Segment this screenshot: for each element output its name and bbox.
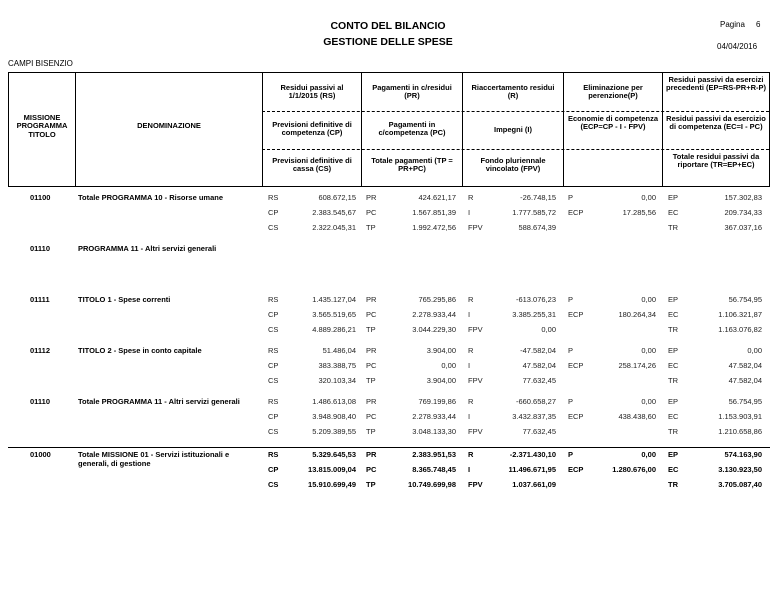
cell-amount: 0,00: [441, 361, 456, 370]
cell-amount: 2.383.951,53: [412, 450, 456, 459]
cell-amount: 1.037.661,09: [512, 480, 556, 489]
cell-code: CP: [268, 465, 279, 474]
row-code: 01000: [30, 450, 51, 459]
col-divider: [662, 72, 663, 186]
cell-amount: 1.210.658,86: [718, 427, 762, 436]
cell-code: ECP: [568, 361, 584, 370]
cell-amount: 320.103,34: [318, 376, 356, 385]
cell-amount: 765.295,86: [418, 295, 456, 304]
header-pc: Pagamenti in c/competenza (PC): [378, 120, 446, 138]
cell-code: CS: [268, 325, 279, 334]
cell-code: R: [468, 450, 474, 459]
row-denomination: Totale PROGRAMMA 11 - Altri servizi generali: [78, 397, 240, 406]
cell-amount: 0,00: [641, 295, 656, 304]
cell-code: CS: [268, 376, 279, 385]
cell-code: FPV: [468, 427, 483, 436]
cell-amount: 17.285,56: [622, 208, 656, 217]
row-denomination: PROGRAMMA 11 - Altri servizi generali: [78, 244, 217, 253]
cell-code: PC: [366, 208, 377, 217]
cell-code: CS: [268, 223, 279, 232]
header-ecp: Economie di competenza (ECP=CP - I - FPV): [567, 114, 659, 132]
cell-code: RS: [268, 450, 279, 459]
table-top-border: [8, 72, 770, 73]
cell-code: EC: [668, 310, 679, 319]
cell-amount: 11.496.671,95: [508, 465, 556, 474]
cell-code: RS: [268, 193, 279, 202]
cell-code: R: [468, 346, 474, 355]
cell-amount: 13.815.009,04: [308, 465, 356, 474]
cell-amount: 2.383.545,67: [312, 208, 356, 217]
cell-code: PR: [366, 397, 377, 406]
cell-code: TR: [668, 325, 678, 334]
cell-amount: 0,00: [641, 397, 656, 406]
cell-amount: 3.904,00: [426, 346, 456, 355]
cell-code: CP: [268, 412, 279, 421]
cell-code: I: [468, 465, 471, 474]
cell-code: I: [468, 361, 471, 370]
cell-code: TP: [366, 325, 376, 334]
col-divider: [361, 72, 362, 186]
cell-amount: -613.076,23: [515, 295, 556, 304]
cell-amount: 2.322.045,31: [312, 223, 356, 232]
cell-code: PR: [366, 193, 377, 202]
header-i: Impegni (I): [494, 125, 532, 134]
cell-amount: 769.199,86: [418, 397, 456, 406]
cell-amount: 5.209.389,55: [312, 427, 356, 436]
cell-code: EC: [668, 412, 679, 421]
cell-amount: 209.734,33: [724, 208, 762, 217]
header-fpv: Fondo pluriennale vincolato (FPV): [480, 156, 546, 174]
cell-code: ECP: [568, 465, 584, 474]
col-divider: [262, 72, 263, 186]
cell-code: EP: [668, 450, 679, 459]
cell-code: R: [468, 397, 474, 406]
cell-amount: 1.435.127,04: [312, 295, 356, 304]
cell-code: PR: [366, 450, 377, 459]
cell-code: PC: [366, 465, 377, 474]
report-date: 04/04/2016: [717, 42, 758, 51]
cell-amount: 77.632,45: [522, 376, 556, 385]
col-divider: [563, 72, 564, 186]
cell-amount: 47.582,04: [522, 361, 556, 370]
cell-amount: 424.621,17: [418, 193, 456, 202]
cell-amount: 1.486.613,08: [312, 397, 356, 406]
cell-amount: 47.582,04: [728, 376, 762, 385]
cell-amount: 56.754,95: [728, 295, 762, 304]
cell-amount: 47.582,04: [728, 361, 762, 370]
cell-amount: 383.388,75: [318, 361, 356, 370]
cell-amount: 0,00: [747, 346, 762, 355]
cell-amount: 0,00: [641, 450, 656, 459]
cell-code: I: [468, 310, 471, 319]
header-ec: Residui passivi da esercizio di competenza (EC=I - PC): [666, 114, 766, 132]
cell-amount: 3.705.087,40: [718, 480, 762, 489]
cell-code: PC: [366, 310, 377, 319]
cell-amount: 3.948.908,40: [312, 412, 356, 421]
page-number: 6: [756, 20, 761, 29]
cell-code: R: [468, 295, 474, 304]
cell-amount: 3.565.519,65: [312, 310, 356, 319]
cell-amount: 4.889.286,21: [312, 325, 356, 334]
cell-code: R: [468, 193, 474, 202]
row-code: 01111: [30, 295, 50, 304]
cell-code: P: [568, 193, 574, 202]
cell-amount: 1.280.676,00: [612, 465, 656, 474]
cell-code: TR: [668, 427, 678, 436]
col-divider: [462, 72, 463, 186]
header-cp: Previsioni definitive di competenza (CP): [272, 120, 352, 138]
row-code: 01110: [30, 397, 51, 406]
cell-code: PR: [366, 346, 377, 355]
cell-amount: 258.174,26: [618, 361, 656, 370]
header-tp: Totale pagamenti (TP = PR+PC): [371, 156, 453, 174]
header-pr: Pagamenti in c/residui (PR): [372, 83, 452, 101]
cell-code: P: [568, 397, 574, 406]
row-denomination: Totale MISSIONE 01 - Servizi istituzionali e generali, di gestione: [78, 450, 230, 469]
cell-amount: 56.754,95: [728, 397, 762, 406]
cell-amount: 367.037,16: [724, 223, 762, 232]
cell-amount: 3.904,00: [426, 376, 456, 385]
cell-amount: -26.748,15: [520, 193, 556, 202]
cell-amount: 15.910.699,49: [308, 480, 356, 489]
cell-code: P: [568, 295, 574, 304]
cell-code: TP: [366, 480, 376, 489]
cell-code: EP: [668, 397, 679, 406]
cell-code: ECP: [568, 412, 584, 421]
cell-code: CS: [268, 480, 279, 489]
cell-code: RS: [268, 346, 279, 355]
cell-code: RS: [268, 397, 279, 406]
cell-amount: 51.486,04: [322, 346, 356, 355]
row-denomination: TITOLO 1 - Spese correnti: [78, 295, 171, 304]
header-p: Eliminazione per perenzione(P): [583, 83, 643, 101]
row-code: 01110: [30, 244, 51, 253]
header-r: Riaccertamento residui (R): [471, 83, 555, 101]
cell-code: P: [568, 450, 574, 459]
cell-amount: 608.672,15: [318, 193, 356, 202]
cell-code: EP: [668, 193, 679, 202]
cell-code: PC: [366, 361, 377, 370]
cell-amount: 588.674,39: [518, 223, 556, 232]
cell-amount: 0,00: [641, 193, 656, 202]
cell-code: EC: [668, 208, 679, 217]
cell-code: ECP: [568, 208, 584, 217]
cell-amount: 1.163.076,82: [718, 325, 762, 334]
row-denomination: Totale PROGRAMMA 10 - Risorse umane: [78, 193, 224, 202]
report-title: CONTO DEL BILANCIO: [330, 20, 446, 32]
cell-code: CP: [268, 361, 279, 370]
row-code: 01100: [30, 193, 51, 202]
total-separator: [8, 447, 770, 448]
table-header-bottom: [8, 186, 770, 187]
cell-code: FPV: [468, 325, 483, 334]
cell-amount: 1.153.903,91: [718, 412, 762, 421]
cell-code: ECP: [568, 310, 584, 319]
cell-code: TP: [366, 376, 376, 385]
cell-amount: 8.365.748,45: [412, 465, 456, 474]
header-code: MISSIONE PROGRAMMA TITOLO: [16, 113, 68, 139]
cell-code: FPV: [468, 223, 483, 232]
report-subtitle: GESTIONE DELLE SPESE: [323, 36, 453, 48]
cell-amount: -47.582,04: [520, 346, 556, 355]
cell-amount: 1.992.472,56: [412, 223, 456, 232]
cell-amount: 10.749.699,98: [408, 480, 456, 489]
cell-code: PR: [366, 295, 377, 304]
cell-code: EP: [668, 346, 679, 355]
cell-amount: 0,00: [541, 325, 556, 334]
cell-code: FPV: [468, 376, 483, 385]
header-ep: Residui passivi da esercizi precedenti (EP=RS-PR+R-P): [665, 75, 767, 93]
cell-amount: 1.106.321,87: [718, 310, 762, 319]
cell-code: PC: [366, 412, 377, 421]
cell-amount: -660.658,27: [515, 397, 556, 406]
page-label: Pagina: [720, 20, 745, 29]
cell-amount: 3.044.229,30: [412, 325, 456, 334]
header-rs: Residui passivi al 1/1/2015 (RS): [280, 83, 344, 101]
header-row-divider: [262, 111, 769, 112]
cell-code: FPV: [468, 480, 483, 489]
cell-code: CS: [268, 427, 279, 436]
cell-amount: 3.432.837,35: [512, 412, 556, 421]
cell-code: P: [568, 346, 574, 355]
cell-amount: 438.438,60: [618, 412, 656, 421]
header-name: DENOMINAZIONE: [137, 121, 201, 130]
cell-amount: -2.371.430,10: [509, 450, 556, 459]
cell-amount: 574.163,90: [724, 450, 762, 459]
cell-amount: 1.777.585,72: [512, 208, 556, 217]
cell-code: I: [468, 208, 471, 217]
cell-amount: 1.567.851,39: [412, 208, 456, 217]
cell-amount: 2.278.933,44: [412, 310, 456, 319]
cell-code: EP: [668, 295, 679, 304]
cell-amount: 77.632,45: [522, 427, 556, 436]
row-code: 01112: [30, 346, 51, 355]
col-divider: [769, 72, 770, 186]
cell-amount: 0,00: [641, 346, 656, 355]
cell-code: CP: [268, 310, 279, 319]
cell-code: CP: [268, 208, 279, 217]
cell-amount: 180.264,34: [618, 310, 656, 319]
cell-amount: 3.048.133,30: [412, 427, 456, 436]
cell-code: TR: [668, 223, 678, 232]
cell-code: TR: [668, 480, 678, 489]
row-denomination: TITOLO 2 - Spese in conto capitale: [78, 346, 202, 355]
header-tr: Totale residui passivi da riportare (TR=EP+EC): [672, 152, 760, 170]
header-row-divider: [262, 149, 769, 150]
cell-code: TP: [366, 223, 376, 232]
entity-name: CAMPI BISENZIO: [8, 59, 73, 68]
cell-code: I: [468, 412, 471, 421]
cell-amount: 157.302,83: [724, 193, 762, 202]
cell-amount: 5.329.645,53: [312, 450, 356, 459]
cell-code: RS: [268, 295, 279, 304]
cell-code: EC: [668, 465, 679, 474]
cell-code: EC: [668, 361, 679, 370]
cell-amount: 3.385.255,31: [512, 310, 556, 319]
header-cs: Previsioni definitive di cassa (CS): [272, 156, 352, 174]
cell-code: TR: [668, 376, 678, 385]
cell-code: TP: [366, 427, 376, 436]
cell-amount: 2.278.933,44: [412, 412, 456, 421]
cell-amount: 3.130.923,50: [718, 465, 762, 474]
